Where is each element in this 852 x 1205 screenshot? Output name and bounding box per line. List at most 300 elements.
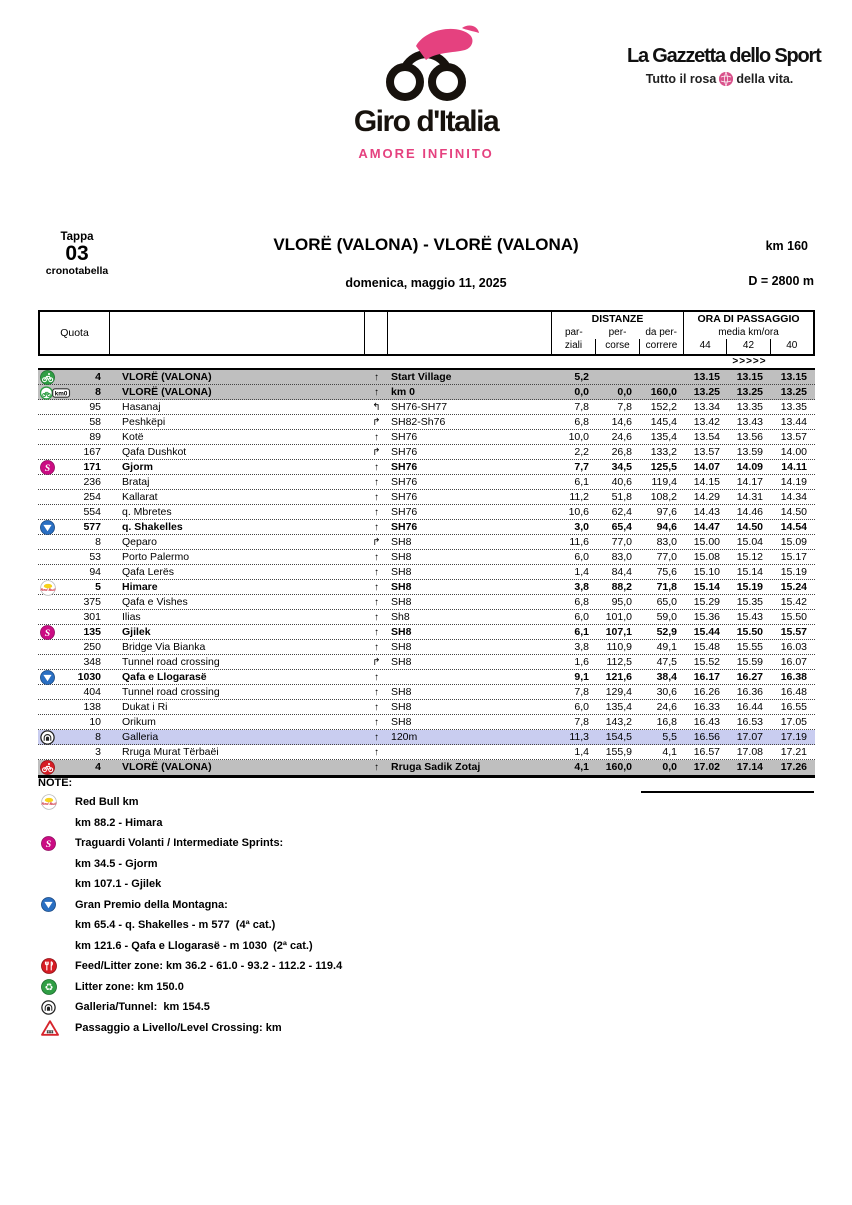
note-item xyxy=(38,937,638,955)
row-time-44: 16.26 xyxy=(693,686,720,698)
row-percorse: 77,0 xyxy=(611,536,632,548)
row-time-42: 15.12 xyxy=(736,551,763,563)
row-road: SH76 xyxy=(391,446,418,458)
table-row xyxy=(38,685,815,700)
row-time-40: 13.44 xyxy=(780,416,807,428)
row-location: Bridge Via Bianka xyxy=(122,641,206,653)
note-text: Passaggio a Livello/Level Crossing: km xyxy=(75,1021,282,1034)
direction-arrow-icon: ↱ xyxy=(372,537,381,548)
note-item xyxy=(38,998,638,1016)
row-parziali: 7,8 xyxy=(574,401,589,413)
direction-arrow-icon: ↑ xyxy=(374,672,379,683)
tappa-block xyxy=(44,231,110,277)
tunnel-icon xyxy=(40,730,55,745)
row-time-42: 15.59 xyxy=(736,656,763,668)
row-time-40: 16.38 xyxy=(780,671,807,683)
row-time-44: 13.34 xyxy=(693,401,720,413)
note-text: Feed/Litter zone: km 36.2 - 61.0 - 93.2 - 112.2 - 119.4 xyxy=(75,960,343,972)
row-dapercorrere: 49,1 xyxy=(656,641,677,653)
table-row xyxy=(38,460,815,475)
row-road: SH76 xyxy=(391,461,418,473)
row-road xyxy=(388,745,553,759)
row-location: Tunnel road crossing xyxy=(122,656,220,668)
notes-section xyxy=(38,777,638,1039)
row-road: km 0 xyxy=(391,386,415,398)
header-ora-title: ORA DI PASSAGGIO xyxy=(697,313,800,325)
start-icon xyxy=(40,370,55,385)
row-dapercorrere: 24,6 xyxy=(656,701,677,713)
row-time-42: 17.07 xyxy=(736,731,763,743)
row-time-40: 17.05 xyxy=(780,716,807,728)
row-time-42: 14.50 xyxy=(736,521,763,533)
note-text: km 121.6 - Qafa e Llogarasë - m 1030 (2ª cat.) xyxy=(75,939,313,952)
row-dapercorrere: 71,8 xyxy=(656,581,677,593)
svg-text:S: S xyxy=(44,627,51,639)
row-dapercorrere: 52,9 xyxy=(656,626,677,638)
row-time-42: 17.08 xyxy=(736,746,763,758)
header-media-kmora: media km/ora xyxy=(718,327,779,338)
row-percorse: 160,0 xyxy=(605,761,632,773)
row-parziali: 6,0 xyxy=(574,611,589,623)
row-parziali: 11,3 xyxy=(569,731,589,743)
row-percorse: 155,9 xyxy=(605,746,632,758)
row-time-44: 16.33 xyxy=(693,701,720,713)
gpm-icon xyxy=(40,520,55,535)
row-dapercorrere: 38,4 xyxy=(656,671,677,683)
table-row xyxy=(38,430,815,445)
direction-arrow-icon: ↑ xyxy=(374,747,379,758)
notes-list xyxy=(38,793,638,1037)
row-time-40: 15.50 xyxy=(780,611,807,623)
header-percorse-top: per- xyxy=(608,327,627,338)
direction-arrow-icon: ↱ xyxy=(372,657,381,668)
direction-arrow-icon: ↑ xyxy=(374,687,379,698)
row-percorse: 84,4 xyxy=(611,566,632,578)
finish-icon xyxy=(40,760,55,775)
row-location: Hasanaj xyxy=(122,401,161,413)
direction-arrow-icon: ↑ xyxy=(374,492,379,503)
gazzetta-tagline xyxy=(627,72,812,86)
row-road: SH76 xyxy=(391,491,418,503)
row-time-42: 16.36 xyxy=(736,686,763,698)
row-time-44: 16.56 xyxy=(693,731,720,743)
table-row xyxy=(38,595,815,610)
row-quota: 3 xyxy=(95,746,101,758)
note-text: Traguardi Volanti / Intermediate Sprints: xyxy=(75,837,284,849)
row-road: 120m xyxy=(391,731,418,743)
row-time-44: 14.43 xyxy=(693,506,720,518)
row-road: SH82-Sh76 xyxy=(391,416,446,428)
row-time-44: 16.17 xyxy=(693,671,720,683)
row-percorse: 0,0 xyxy=(617,386,632,398)
table-row xyxy=(38,445,815,460)
row-parziali: 7,7 xyxy=(574,461,589,473)
feed-icon xyxy=(38,958,75,974)
chevrons-marker: >>>>> xyxy=(732,356,767,367)
row-location: Gjilek xyxy=(122,626,151,638)
row-dapercorrere: 152,2 xyxy=(650,401,677,413)
table-row xyxy=(38,400,815,415)
row-quota: 167 xyxy=(83,446,101,458)
row-quota: 94 xyxy=(89,566,101,578)
row-quota: 135 xyxy=(83,626,101,638)
note-item xyxy=(38,1019,638,1037)
row-time-40: 14.11 xyxy=(781,461,807,473)
row-parziali: 9,1 xyxy=(574,671,589,683)
redbull-icon xyxy=(40,580,56,595)
row-quota: 554 xyxy=(83,506,101,518)
row-percorse: 88,2 xyxy=(611,581,632,593)
giro-title: Giro d'Italia xyxy=(353,105,499,138)
header-speed-40: 40 xyxy=(770,339,813,354)
row-time-42: 17.14 xyxy=(736,761,763,773)
km0-icon xyxy=(40,385,71,400)
table-row xyxy=(38,700,815,715)
row-time-44: 15.00 xyxy=(693,536,720,548)
row-time-42: 15.55 xyxy=(736,641,763,653)
row-quota: 10 xyxy=(89,716,101,728)
row-time-40: 15.42 xyxy=(780,596,807,608)
row-time-40: 15.57 xyxy=(780,626,807,638)
row-parziali: 1,6 xyxy=(574,656,589,668)
row-percorse xyxy=(597,370,640,384)
row-time-44: 16.57 xyxy=(693,746,720,758)
row-location: Gjorm xyxy=(122,461,153,473)
row-location: q. Mbretes xyxy=(122,506,172,518)
row-time-40: 14.34 xyxy=(780,491,807,503)
direction-arrow-icon: ↑ xyxy=(374,597,379,608)
row-dapercorrere: 77,0 xyxy=(656,551,677,563)
row-time-42: 15.43 xyxy=(736,611,763,623)
row-quota: 8 xyxy=(95,536,101,548)
table-row xyxy=(38,670,815,685)
stage-date: domenica, maggio 11, 2025 xyxy=(345,276,507,290)
row-parziali: 6,1 xyxy=(574,476,589,488)
direction-arrow-icon: ↑ xyxy=(374,552,379,563)
header-dapercorrere-top: da per- xyxy=(645,327,678,338)
row-time-44: 16.43 xyxy=(693,716,720,728)
svg-text:S: S xyxy=(44,462,51,474)
row-time-44: 14.47 xyxy=(693,521,720,533)
table-body xyxy=(38,368,815,778)
row-parziali: 6,1 xyxy=(574,626,589,638)
row-dapercorrere: 5,5 xyxy=(662,731,677,743)
direction-arrow-icon: ↑ xyxy=(374,732,379,743)
table-row xyxy=(38,760,815,775)
note-item xyxy=(38,978,638,996)
row-time-44: 14.07 xyxy=(693,461,720,473)
direction-arrow-icon: ↑ xyxy=(374,432,379,443)
gpm-icon xyxy=(40,670,55,685)
gpm-icon xyxy=(38,897,75,912)
table-row xyxy=(38,490,815,505)
row-percorse: 40,6 xyxy=(611,476,632,488)
tappa-subtitle: cronotabella xyxy=(45,265,109,277)
row-time-42: 13.43 xyxy=(736,416,763,428)
row-road: SH8 xyxy=(391,716,412,728)
litter-icon xyxy=(38,979,75,995)
direction-arrow-icon: ↑ xyxy=(374,762,379,773)
header-distanze xyxy=(552,312,684,354)
table-row xyxy=(38,520,815,535)
notes-label: NOTE: xyxy=(38,777,73,789)
note-item xyxy=(38,834,638,852)
direction-arrow-icon: ↑ xyxy=(374,612,379,623)
direction-arrow-icon: ↑ xyxy=(374,462,379,473)
direction-arrow-icon: ↑ xyxy=(374,477,379,488)
row-location: Kotë xyxy=(122,431,144,443)
row-percorse: 107,1 xyxy=(605,626,632,638)
row-road: SH8 xyxy=(391,701,412,713)
header-direction xyxy=(365,312,388,354)
row-quota: 4 xyxy=(95,371,101,383)
row-dapercorrere: 135,4 xyxy=(650,431,677,443)
note-text: Galleria/Tunnel: km 154.5 xyxy=(75,1001,210,1013)
row-time-42: 14.31 xyxy=(736,491,763,503)
row-time-44: 15.44 xyxy=(693,626,720,638)
row-time-40: 15.17 xyxy=(780,551,807,563)
row-time-40: 14.19 xyxy=(780,476,807,488)
header-location xyxy=(110,312,365,354)
table-row xyxy=(38,730,815,745)
row-percorse: 154,5 xyxy=(605,731,632,743)
row-dapercorrere: 108,2 xyxy=(650,491,677,503)
row-time-42: 14.46 xyxy=(736,506,763,518)
row-dapercorrere: 83,0 xyxy=(656,536,677,548)
stage-elevation: D = 2800 m xyxy=(748,274,814,288)
row-road: Sh8 xyxy=(391,611,410,623)
row-location: Kallarat xyxy=(122,491,158,503)
row-road: Start Village xyxy=(391,371,452,383)
row-time-42: 15.04 xyxy=(736,536,763,548)
signature-line xyxy=(641,791,814,793)
row-time-40: 16.07 xyxy=(780,656,807,668)
direction-arrow-icon: ↑ xyxy=(374,627,379,638)
row-time-44: 15.10 xyxy=(693,566,720,578)
tunnel-icon xyxy=(38,1000,75,1015)
header-speed-44: 44 xyxy=(699,340,711,351)
row-quota: 58 xyxy=(89,416,101,428)
gazzetta-title: La Gazzetta dello Sport xyxy=(627,45,821,67)
row-percorse: 95,0 xyxy=(611,596,632,608)
row-location: VLORË (VALONA) xyxy=(122,761,212,773)
row-quota: 4 xyxy=(95,761,101,773)
giro-logo xyxy=(0,22,852,161)
row-parziali: 6,0 xyxy=(574,701,589,713)
row-time-44: 13.15 xyxy=(693,371,720,383)
row-road: SH8 xyxy=(391,536,412,548)
table-row xyxy=(38,535,815,550)
row-quota: 375 xyxy=(83,596,101,608)
row-time-40: 14.00 xyxy=(780,446,807,458)
row-parziali: 7,8 xyxy=(574,716,589,728)
row-quota: 254 xyxy=(83,491,101,503)
row-dapercorrere: 16,8 xyxy=(656,716,677,728)
timetable xyxy=(38,310,815,778)
row-percorse: 14,6 xyxy=(611,416,632,428)
row-road: SH76 xyxy=(391,431,418,443)
tappa-number: 03 xyxy=(65,242,89,265)
row-time-40: 17.26 xyxy=(780,761,807,773)
row-dapercorrere: 97,6 xyxy=(656,506,677,518)
direction-arrow-icon: ↑ xyxy=(374,642,379,653)
row-time-40: 15.19 xyxy=(780,566,807,578)
row-time-44: 15.08 xyxy=(693,551,720,563)
row-parziali: 6,8 xyxy=(574,596,589,608)
crossing-icon xyxy=(38,1020,75,1036)
row-dapercorrere: 30,6 xyxy=(656,686,677,698)
row-percorse: 143,2 xyxy=(605,716,632,728)
table-row xyxy=(38,655,815,670)
row-quota: 171 xyxy=(83,461,101,473)
row-location: Tunnel road crossing xyxy=(122,686,220,698)
header-dapercorrere-bottom: correre xyxy=(639,339,683,354)
row-percorse: 101,0 xyxy=(605,611,632,623)
table-row xyxy=(38,745,815,760)
row-time-40: 13.15 xyxy=(780,371,807,383)
row-location: Galleria xyxy=(122,731,159,743)
row-time-42: 13.56 xyxy=(736,431,763,443)
row-dapercorrere: 133,2 xyxy=(650,446,677,458)
table-row xyxy=(38,550,815,565)
row-dapercorrere: 59,0 xyxy=(656,611,677,623)
direction-arrow-icon: ↑ xyxy=(374,702,379,713)
row-percorse: 83,0 xyxy=(611,551,632,563)
row-time-44: 14.29 xyxy=(693,491,720,503)
row-time-44: 15.36 xyxy=(693,611,720,623)
note-text: km 65.4 - q. Shakelles - m 577 (4ª cat.) xyxy=(75,919,276,931)
row-road: SH8 xyxy=(391,596,412,608)
row-location: Rruga Murat Tërbaëi xyxy=(122,746,219,758)
row-road: SH8 xyxy=(391,581,412,593)
row-road: SH8 xyxy=(391,656,412,668)
row-location: VLORË (VALONA) xyxy=(122,371,212,383)
row-time-44: 14.15 xyxy=(693,476,720,488)
row-parziali: 10,6 xyxy=(568,506,589,518)
row-time-42: 13.15 xyxy=(736,371,763,383)
row-dapercorrere: 94,6 xyxy=(656,521,677,533)
row-quota: 5 xyxy=(95,581,101,593)
row-percorse: 110,9 xyxy=(606,641,632,653)
tappa-label: Tappa xyxy=(60,231,94,243)
direction-arrow-icon: ↑ xyxy=(374,387,379,398)
row-road xyxy=(388,670,553,684)
row-time-44: 17.02 xyxy=(693,761,720,773)
row-location: Himare xyxy=(122,581,158,593)
svg-text:♻: ♻ xyxy=(44,982,54,994)
row-dapercorrere: 160,0 xyxy=(650,386,677,398)
direction-arrow-icon: ↑ xyxy=(374,717,379,728)
row-parziali: 11,2 xyxy=(569,491,589,503)
row-time-42: 16.44 xyxy=(736,701,763,713)
row-quota: 250 xyxy=(83,641,101,653)
row-time-44: 13.42 xyxy=(693,416,720,428)
row-time-42: 14.17 xyxy=(736,476,763,488)
row-time-42: 15.50 xyxy=(736,626,763,638)
row-time-40: 15.09 xyxy=(780,536,807,548)
row-road: SH8 xyxy=(391,566,412,578)
row-time-42: 13.59 xyxy=(736,446,763,458)
row-time-42: 15.14 xyxy=(736,566,763,578)
row-time-44: 15.14 xyxy=(693,581,720,593)
row-time-44: 13.57 xyxy=(693,446,720,458)
direction-arrow-icon: ↑ xyxy=(374,582,379,593)
direction-arrow-icon: ↑ xyxy=(374,372,379,383)
row-time-40: 16.03 xyxy=(780,641,807,653)
row-dapercorrere: 75,6 xyxy=(656,566,677,578)
row-location: Porto Palermo xyxy=(122,551,190,563)
row-dapercorrere: 4,1 xyxy=(662,746,677,758)
row-parziali: 11,6 xyxy=(569,536,589,548)
sprint-icon xyxy=(40,460,55,475)
row-quota: 53 xyxy=(89,551,101,563)
row-time-42: 16.53 xyxy=(736,716,763,728)
row-time-42: 16.27 xyxy=(736,671,763,683)
row-parziali: 3,8 xyxy=(574,641,589,653)
row-percorse: 62,4 xyxy=(611,506,632,518)
stage-distance: km 160 xyxy=(765,239,808,253)
row-road: Rruga Sadik Zotaj xyxy=(391,761,481,773)
redbull-icon xyxy=(38,794,75,810)
header-ora-di-passaggio xyxy=(684,312,813,354)
table-row xyxy=(38,565,815,580)
row-time-44: 15.52 xyxy=(693,656,720,668)
row-parziali: 2,2 xyxy=(574,446,589,458)
header-distanze-title: DISTANZE xyxy=(591,313,644,325)
row-quota: 348 xyxy=(83,656,101,668)
row-road: SH76 xyxy=(391,506,418,518)
row-dapercorrere: 145,4 xyxy=(650,416,677,428)
row-time-40: 16.55 xyxy=(780,701,807,713)
row-quota: 95 xyxy=(89,401,101,413)
gazzetta-logo xyxy=(627,45,821,86)
row-dapercorrere: 119,4 xyxy=(651,476,677,488)
note-text: Gran Premio della Montagna: xyxy=(75,898,228,911)
svg-text:S: S xyxy=(45,838,52,850)
table-row xyxy=(38,475,815,490)
row-time-40: 14.50 xyxy=(780,506,807,518)
row-location: Dukat i Ri xyxy=(122,701,168,713)
note-text: Red Bull km xyxy=(75,796,139,808)
table-row xyxy=(38,415,815,430)
row-road: SH76 xyxy=(391,521,418,533)
header-percorse-bottom: corse xyxy=(595,339,639,354)
row-dapercorrere: 125,5 xyxy=(650,461,677,473)
row-quota: 236 xyxy=(83,476,101,488)
row-quota: 404 xyxy=(83,686,101,698)
row-time-40: 14.54 xyxy=(780,521,807,533)
row-time-40: 17.21 xyxy=(780,746,807,758)
direction-arrow-icon: ↱ xyxy=(372,417,381,428)
row-parziali: 6,0 xyxy=(574,551,589,563)
row-time-40: 16.48 xyxy=(780,686,807,698)
row-quota: 8 xyxy=(95,731,101,743)
note-item xyxy=(38,875,638,893)
row-road: SH8 xyxy=(391,641,412,653)
row-location: VLORË (VALONA) xyxy=(122,386,212,398)
row-location: Orikum xyxy=(122,716,156,728)
row-location: Brataj xyxy=(122,476,150,488)
row-time-44: 15.29 xyxy=(693,596,720,608)
table-row xyxy=(38,385,815,400)
table-row xyxy=(38,640,815,655)
row-dapercorrere: 47,5 xyxy=(656,656,677,668)
row-parziali: 3,8 xyxy=(574,581,589,593)
row-parziali: 6,8 xyxy=(574,416,589,428)
row-road: SH76 xyxy=(391,476,418,488)
row-road: SH8 xyxy=(391,626,412,638)
table-row xyxy=(38,370,815,385)
